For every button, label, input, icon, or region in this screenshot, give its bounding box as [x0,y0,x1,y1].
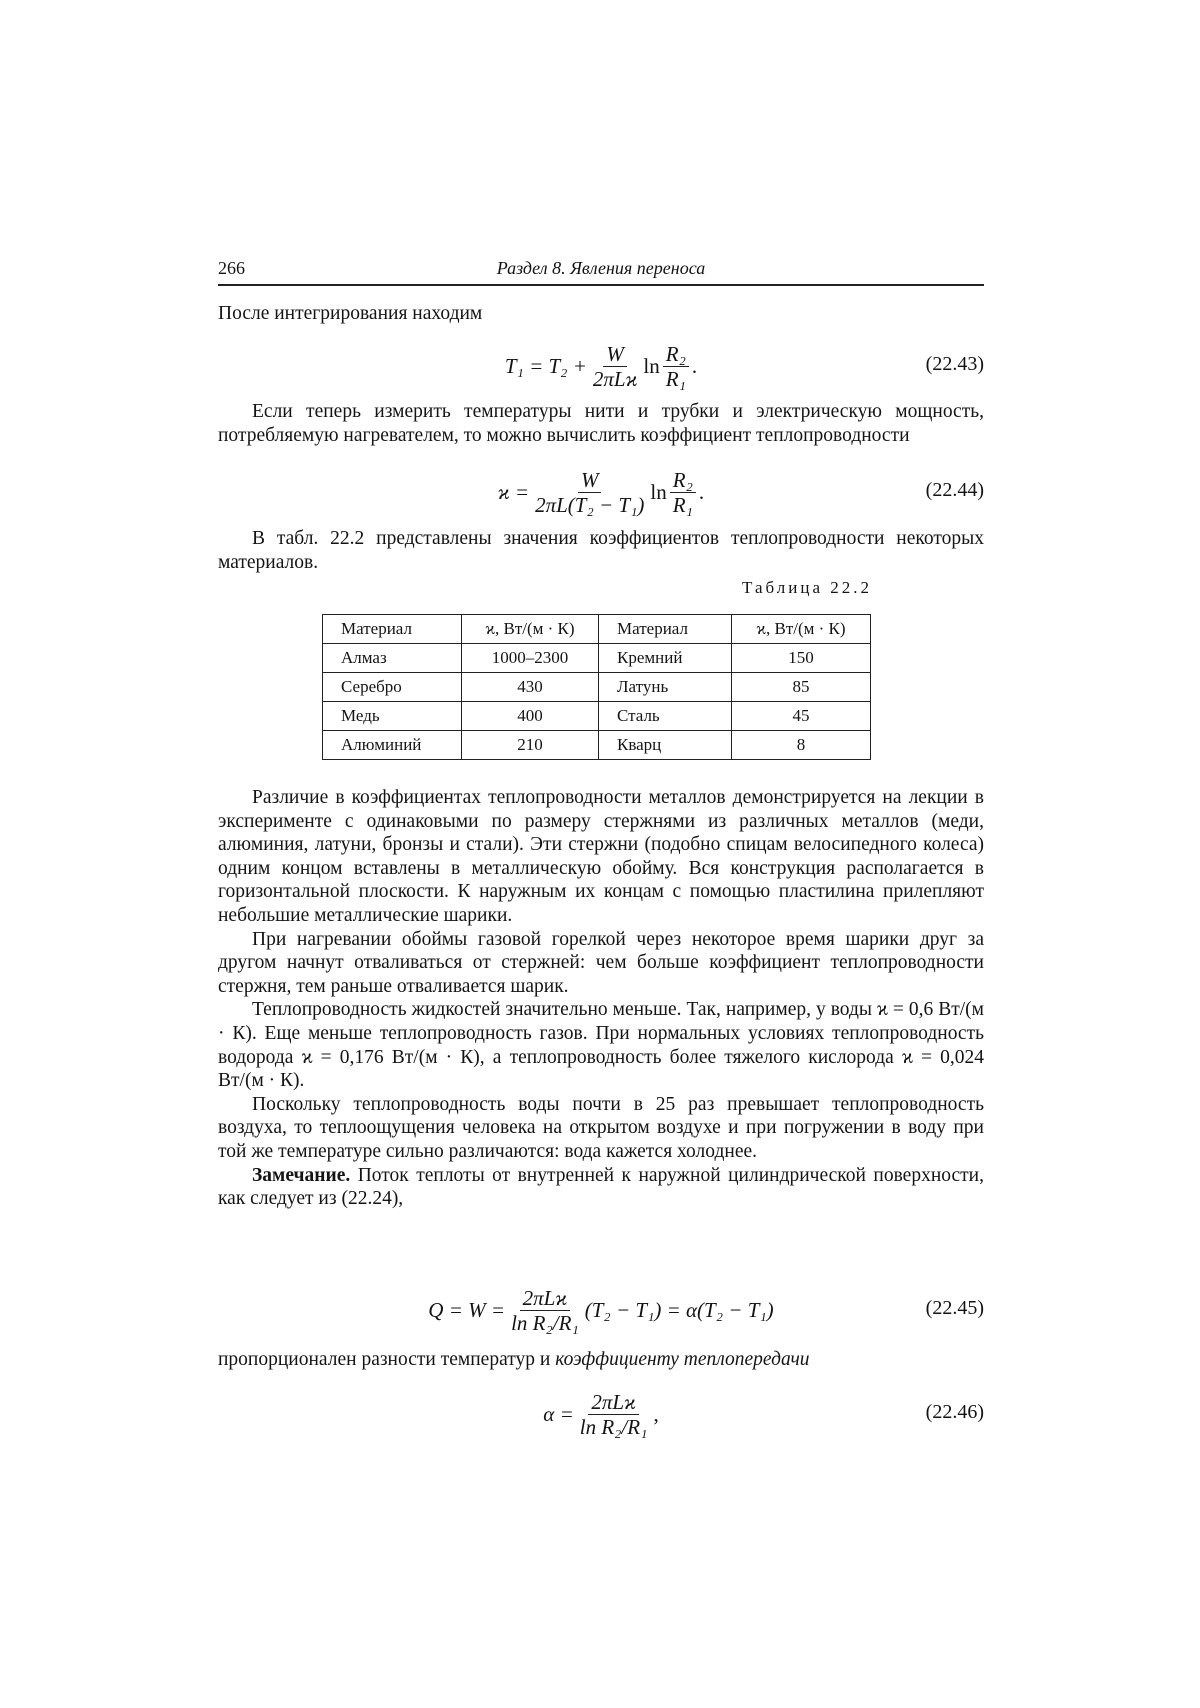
fraction: $\frac{W}{\text{2πL(T₂ − T₁)}}$ [535,467,645,517]
equation-22-46: α = $\frac{\text{2πLϰ}}{\text{ln R₂/R₁}}$ , (22.46) [543,1389,984,1439]
fraction: $\frac{\text{2πLϰ}}{\text{ln R₂/R₁}}$ [579,1389,648,1439]
equation-number: (22.46) [925,1401,984,1423]
paragraph-4: При нагревании обоймы газовой горелкой через некоторое время шарики друг за другом начнут отваливаться от стержней: чем больше коэффициент теплопроводности стержня, тем раньше отваливается шарик. [218,928,984,997]
page-header [218,258,984,286]
page-number: 266 [218,258,245,278]
fraction: $\frac{\text{2πLϰ}}{\text{ln R₂/R₁}}$ [511,1285,579,1335]
paragraph-2: В табл. 22.2 представлены значения коэффициентов теплопроводности некоторых материалов. [218,528,984,573]
table-row: Серебро 430 Латунь 85 [323,673,871,702]
paragraph-5: Теплопроводность жидкостей значительно меньше. Так, например, у воды ϰ = 0,6 Вт/(м · К). Еще меньше теплопроводность газов. При нормальных условиях теплопроводность водорода ϰ = 0,176 Вт/(м · К), а теплопроводность более тяжелого кислорода ϰ = 0,024 Вт/(м · К). [218,999,984,1092]
equation-22-45: Q = W = $\frac{\text{2πLϰ}}{\text{ln R₂/R₁}}$ (T₂ − T₁) = α(T₂ − T₁) (22.45) [428,1285,984,1335]
table-row: Медь 400 Сталь 45 [323,702,871,731]
thermal-conductivity-table [322,614,871,760]
body-text [218,786,984,1211]
fraction: $\frac{\text{R₂}}{\text{R₁}}$ [663,343,689,390]
fraction: $\frac{\text{R₂}}{\text{R₁}}$ [670,469,696,516]
equation-number: (22.45) [925,1297,984,1319]
paragraph-1: Если теперь измерить температуры нити и трубки и электрическую мощность, потребляемую нагревателем, то можно вычислить коэффициент теплопроводности [218,401,984,446]
table-header-row: Материал ϰ, Вт/(м · К) Материал ϰ, Вт/(м · К) [323,615,871,644]
equation-number: (22.44) [925,479,984,501]
paragraph-6: Поскольку теплопроводность воды почти в 25 раз превышает теплопроводность воздуха, то теплоощущения человека на открытом воздухе и при погружении в воду при той же температуре сильно различаются: вода кажется холоднее. [218,1093,984,1162]
table-caption: Таблица 22.2 [742,578,872,597]
equation-number: (22.43) [925,353,984,375]
table-row: Алмаз 1000–2300 Кремний 150 [323,644,871,673]
paragraph-7: Замечание. Поток теплоты от внутренней к наружной цилиндрической поверхности, как следует из (22.24), [218,1164,984,1210]
running-head: Раздел 8. Явления переноса [496,258,706,278]
equation-22-43: T₁ = T₂ + $\frac{W}{\text{2πLϰ}}$ ln $\frac{\text{R₂}}{\text{R₁}}$ . (22.43) [504,341,984,391]
term-heat-transfer-coefficient: коэффициенту теплопередачи [555,1349,810,1370]
intro-line: После интегрирования находим [218,303,483,324]
equation-22-44: ϰ = $\frac{W}{\text{2πL(T₂ − T₁)}}$ ln $\frac{\text{R₂}}{\text{R₁}}$ . (22.44) [497,467,984,517]
paragraph-3: Различие в коэффициентах теплопроводности металлов демонстрируется на лекции в эксперименте с одинаковыми по размеру стержнями из различных металлов (меди, алюминия, латуни, бронзы и стали). Эти стержни (подобно спицам велосипедного колеса) одним концом вставлены в металлическую обойму. Вся конструкция располагается в горизонтальной плоскости. К наружным их концам с помощью пластилина прилепляют небольшие металлические шарики. [218,787,984,926]
paragraph-8: пропорционален разности температур и коэффициенту теплопередачи [218,1349,810,1370]
table-row: Алюминий 210 Кварц 8 [323,731,871,760]
remark-label: Замечание. [252,1164,351,1186]
fraction: $\frac{W}{\text{2πLϰ}}$ [592,341,638,391]
